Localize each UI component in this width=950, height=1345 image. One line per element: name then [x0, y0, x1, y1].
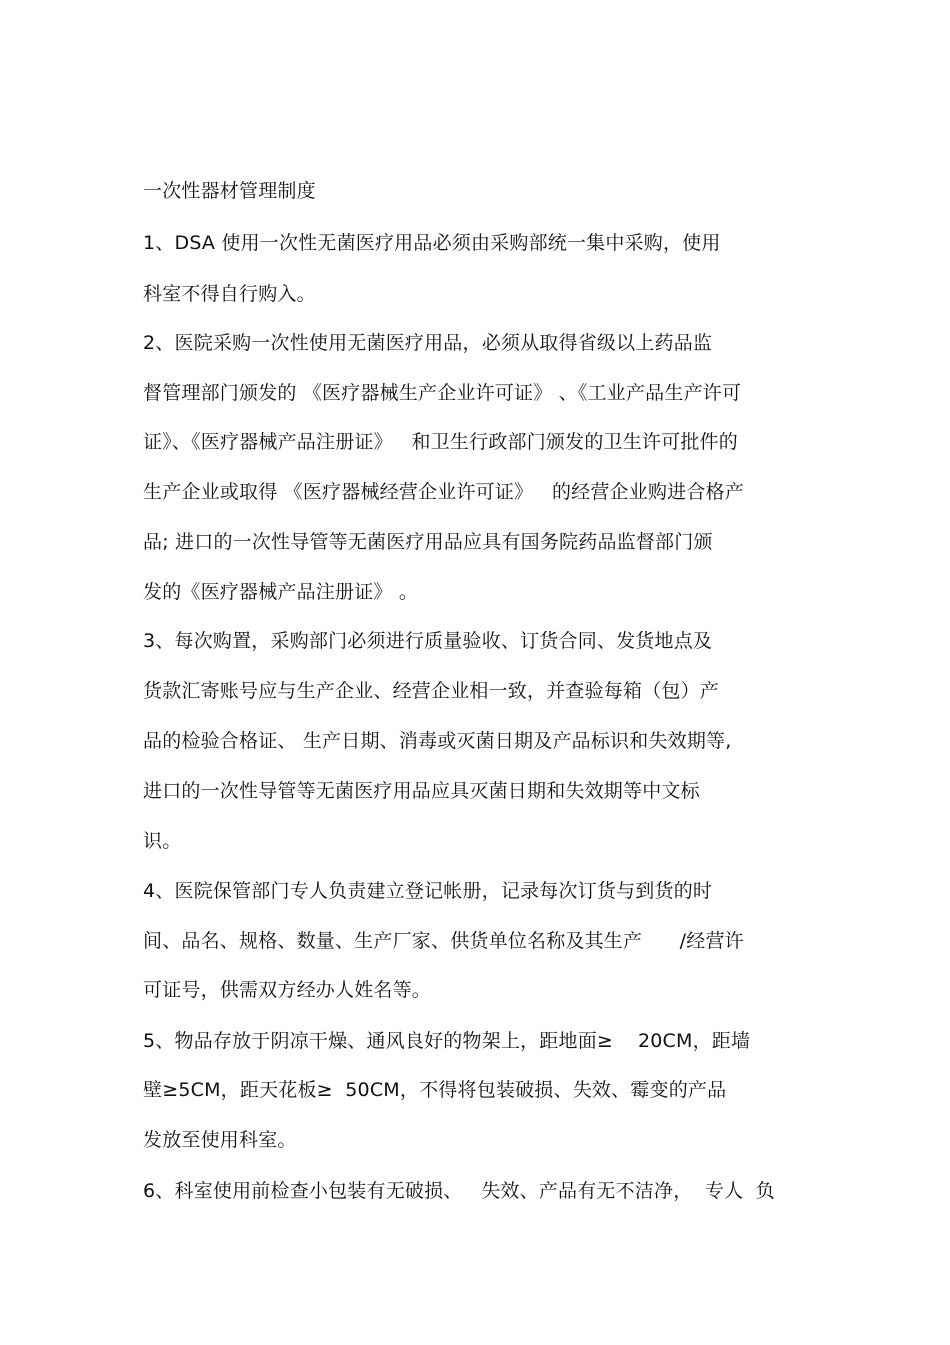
text-line: 6、科室使用前检查小包装有无破损、 失效、产品有无不洁净， 专人 负 — [143, 1180, 775, 1202]
text-line: 证》、《医疗器械产品注册证》 和卫生行政部门颁发的卫生许可批件的 — [143, 431, 738, 453]
text-line: 识。 — [143, 830, 182, 852]
text-line: 间、品名、规格、数量、生产厂家、供货单位名称及其生产 /经营许 — [143, 930, 744, 952]
text-line: 进口的一次性导管等无菌医疗用品应具灭菌日期和失效期等中文标 — [143, 780, 700, 802]
text-line: 品的检验合格证、 生产日期、消毒或灭菌日期及产品标识和失效期等, — [143, 730, 732, 752]
text-line: 科室不得自行购入。 — [143, 283, 316, 305]
text-line: 品; 进口的一次性导管等无菌医疗用品应具有国务院药品监督部门颁 — [143, 531, 713, 553]
text-line: 货款汇寄账号应与生产企业、经营企业相一致，并查验每箱（包）产 — [143, 680, 720, 702]
text-line: 发放至使用科室。 — [143, 1129, 297, 1151]
text-line: 发的《医疗器械产品注册证》 。 — [143, 581, 419, 603]
document-title: 一次性器材管理制度 — [143, 180, 316, 202]
text-line: 2、医院采购一次性使用无菌医疗用品，必须从取得省级以上药品监 — [143, 332, 713, 354]
text-line: 3、每次购置，采购部门必须进行质量验收、订货合同、发货地点及 — [143, 630, 713, 652]
text-line: 督管理部门颁发的 《医疗器械生产企业许可证》 、《工业产品生产许可 — [143, 382, 742, 404]
text-line: 可证号，供需双方经办人姓名等。 — [143, 979, 432, 1001]
text-line: 5、物品存放于阴凉干燥、通风良好的物架上，距地面≥ 20CM，距墙 — [143, 1030, 751, 1052]
text-line: 4、医院保管部门专人负责建立登记帐册，记录每次订货与到货的时 — [143, 880, 713, 902]
text-line: 壁≥5CM，距天花板≥ 50CM，不得将包装破损、失效、霉变的产品 — [143, 1079, 727, 1101]
text-line: 1、DSA 使用一次性无菌医疗用品必须由采购部统一集中采购，使用 — [143, 232, 721, 254]
text-line: 生产企业或取得 《医疗器械经营企业许可证》 的经营企业购进合格产 — [143, 481, 744, 503]
